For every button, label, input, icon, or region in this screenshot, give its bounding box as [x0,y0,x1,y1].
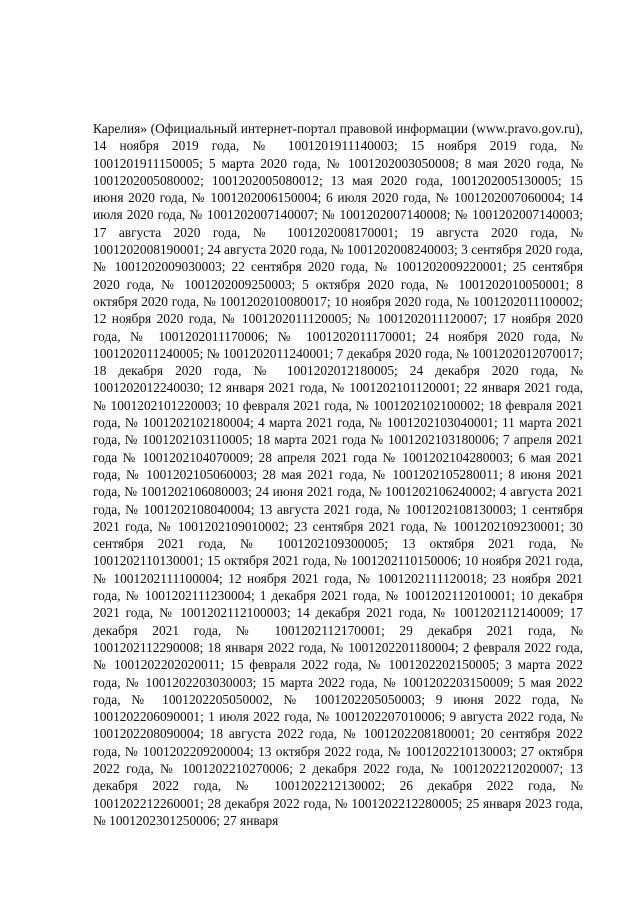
body-paragraph: Карелия» (Официальный интернет-портал правовой информации (www.pravo.gov.ru), 14 ноября 2019 года, № 1001201911140003; 15 ноября 2019 года, № 1001201911150005; 5 марта 2020 года, № 1001202003050008; 8 мая 2020 года, № 1001202005080002; 1001202005080012; 13 мая 2020 года, 1001202005130005; 15 июня 2020 года, № 1001202006150004; 6 июля 2020 года, № 1001202007060004; 14 июля 2020 года, № 1001202007140007; № 1001202007140008; № 1001202007140003; 17 августа 2020 года, № 1001202008170001; 19 августа 2020 года, № 1001202008190001; 24 августа 2020 года, № 1001202008240003; 3 сентября 2020 года, № 1001202009030003; 22 сентября 2020 года, № 1001202009220001; 25 сентября 2020 года, № 1001202009250003; 5 октября 2020 года, № 1001202010050001; 8 октября 2020 года, № 1001202010080017; 10 ноября 2020 года, № 1001202011100002; 12 ноября 2020 года, № 1001202011120005; № 1001202011120007; 17 ноября 2020 года, № 1001202011170006; № 1001202011170001; 24 ноября 2020 года, № 1001202011240005; № 1001202011240001; 7 декабря 2020 года, № 1001202012070017; 18 декабря 2020 года, № 1001202012180005; 24 декабря 2020 года, № 1001202012240030; 12 января 2021 года, № 1001202101120001; 22 января 2021 года, № 1001202101220003; 10 февраля 2021 года, № 1001202102100002; 18 февраля 2021 года, № 1001202102180004; 4 марта 2021 года, № 1001202103040001; 11 марта 2021 года, № 1001202103110005; 18 марта 2021 года № 1001202103180006; 7 апреля 2021 года № 1001202104070009; 28 апреля 2021 года № 1001202104280003; 6 мая 2021 года, № 1001202105060003; 28 мая 2021 года, № 1001202105280011; 8 июня 2021 года, № 1001202106080003; 24 июня 2021 года, № 1001202106240002; 4 августа 2021 года, № 1001202108040004; 13 августа 2021 года, № 1001202108130003; 1 сентября 2021 года, № 1001202109010002; 23 сентября 2021 года, № 1001202109230001; 30 сентября 2021 года, № 1001202109300005; 13 октября 2021 года, № 1001202110130001; 15 октября 2021 года, № 1001202110150006; 10 ноября 2021 года, № 1001202111100004; 12 ноября 2021 года, № 1001202111120018; 23 ноября 2021 года, № 1001202111230004; 1 декабря 2021 года, № 1001202112010001; 10 декабря 2021 года, № 1001202112100003; 14 декабря 2021 года, № 1001202112140009; 17 декабря 2021 года, № 1001202112170001; 29 декабря 2021 года, № 1001202112290008; 18 января 2022 года, № 1001202201180004; 2 февраля 2022 года, № 1001202202020011; 15 февраля 2022 года, № 1001202202150005; 3 марта 2022 года, № 1001202203030003; 15 марта 2022 года, № 1001202203150009; 5 мая 2022 года, № 1001202205050002, № 1001202205050003; 9 июня 2022 года, № 1001202206090001; 1 июля 2022 года, № 1001202207010006; 9 августа 2022 года, № 1001202208090004; 18 августа 2022 года, № 1001202208180001; 20 сентября 2022 года, № 1001202209200004; 13 октября 2022 года, № 1001202210130003; 27 октября 2022 года, № 1001202210270006; 2 декабря 2022 года, № 1001202212020007; 13 декабря 2022 года, № 1001202212130002; 26 декабря 2022 года, № 1001202212260001; 28 декабря 2022 года, № 1001202212280005; 25 января 2023 года, № 1001202301250006; 27 января [93,121,583,828]
document-text-block [93,120,583,829]
